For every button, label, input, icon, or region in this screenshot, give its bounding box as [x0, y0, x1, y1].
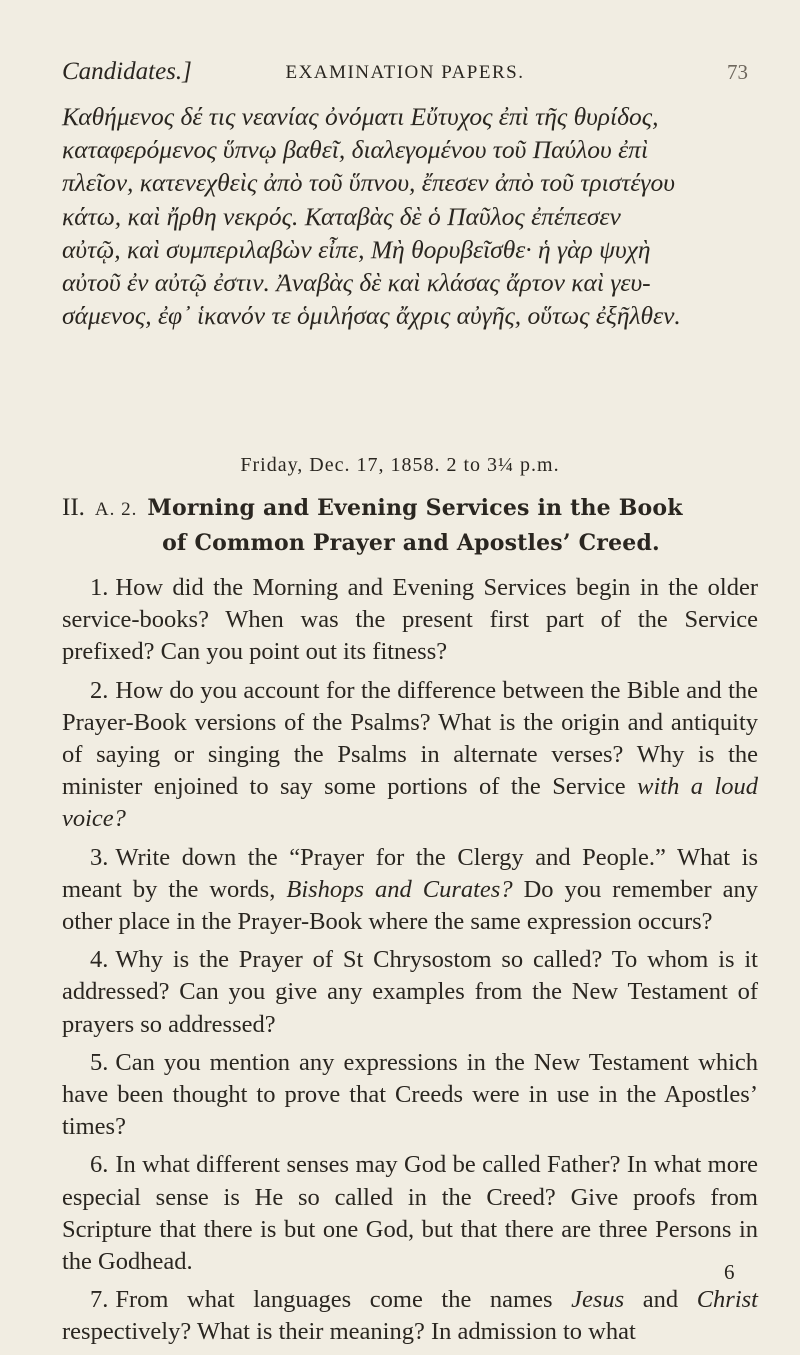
question-text: respectively? What is their meaning? In admission to what	[62, 1318, 636, 1346]
running-head	[62, 58, 748, 88]
question-text: and	[624, 1286, 697, 1314]
question-number: 7.	[90, 1286, 109, 1314]
question-italic-text: Christ	[696, 1286, 758, 1314]
question-text: Can you mention any expressions in the New Testament which have been thought to prove that Creeds were in use in the Apostles’ times?	[62, 1048, 758, 1141]
question-item	[62, 572, 758, 669]
question-list	[62, 572, 758, 1355]
greek-line: καταφερόμενος ὕπνῳ βαθεῖ, διαλεγομένου τοῦ Παύλου ἐπὶ	[62, 135, 649, 165]
greek-line: σάμενος, ἐφ᾽ ἱκανόν τε ὁμιλήσας ἄχρις αὐγῆς, οὕτως ἐξῆλθεν.	[62, 301, 681, 331]
question-text: Write down the “Prayer for the Clergy and People.” What is meant by the words,	[62, 843, 758, 903]
greek-line: αὐτῷ, καὶ συμπεριλαβὼν εἶπε, Μὴ θορυβεῖσθε· ἡ γὰρ ψυχὴ	[62, 234, 651, 264]
greek-line: Καθήμενος δέ τις νεανίας ὀνόματι Εὔτυχος ἐπὶ τῆς θυρίδος,	[62, 102, 659, 131]
section-number: II.	[62, 494, 85, 521]
running-head-left: Candidates.]	[62, 58, 192, 85]
page-number: 73	[727, 60, 748, 84]
question-number: 3.	[90, 843, 109, 871]
question-number: 2.	[90, 676, 109, 704]
greek-passage	[62, 100, 760, 332]
question-text: Why is the Prayer of St Chrysostom so called? To whom is it addressed? Can you give any examples from the New Testament of prayers so addressed?	[62, 946, 758, 1038]
section-subnumber: A. 2.	[94, 499, 138, 520]
question-italic-text: with a loud voice?	[62, 773, 759, 833]
question-text: From what languages come the names	[115, 1286, 572, 1314]
question-text: Do you remember any other place in the Prayer-Book where the same expression occurs?	[62, 875, 758, 936]
greek-line: αὐτοῦ ἐν αὐτῷ ἐστιν. Ἀναβὰς δὲ καὶ κλάσας ἄρτον καὶ γευ-	[62, 267, 651, 297]
question-text: How do you account for the difference between the Bible and the Prayer-Book versions of the Psalms? What is the origin and antiquity of saying or singing the Psalms in alternate verses? Why is the minister enjoined to say some portions of the Service	[62, 676, 758, 801]
question-item	[62, 842, 758, 939]
signature-mark: 6	[724, 1260, 735, 1284]
section-title-line1: Morning and Evening Services in the Book	[147, 495, 683, 521]
question-italic-text: Bishops and Curates?	[286, 875, 513, 903]
question-item	[62, 675, 758, 836]
question-number: 5.	[90, 1048, 109, 1076]
question-item	[62, 1047, 758, 1144]
question-italic-text: Jesus	[571, 1286, 625, 1314]
question-item	[62, 1149, 758, 1278]
question-item	[62, 1284, 758, 1348]
greek-line: πλεῖον, κατενεχθεὶς ἀπὸ τοῦ ὕπνου, ἔπεσεν ἀπὸ τοῦ τριστέγου	[62, 168, 675, 198]
running-head-title: EXAMINATION PAPERS.	[285, 62, 525, 83]
section-heading	[62, 494, 760, 566]
exam-date: Friday, Dec. 17, 1858. 2 to 3¼ p.m.	[240, 454, 560, 476]
question-item	[62, 944, 758, 1041]
section-title-line2: of Common Prayer and Apostles’ Creed.	[162, 530, 660, 556]
question-number: 6.	[90, 1151, 109, 1179]
question-number: 4.	[90, 946, 109, 974]
greek-line: κάτω, καὶ ἤρθη νεκρός. Καταβὰς δὲ ὁ Παῦλος ἐπέπεσεν	[62, 201, 621, 231]
question-text: How did the Morning and Evening Services begin in the older service-books? When was the present first part of the Service prefixed? Can you point out its fitness?	[62, 574, 758, 666]
question-text: In what different senses may God be called Father? In what more especial sense is He so called in the Creed? Give proofs from Scripture that there is but one God, but that there are three Persons in the Godhead.	[62, 1151, 758, 1276]
question-number: 1.	[90, 574, 109, 601]
